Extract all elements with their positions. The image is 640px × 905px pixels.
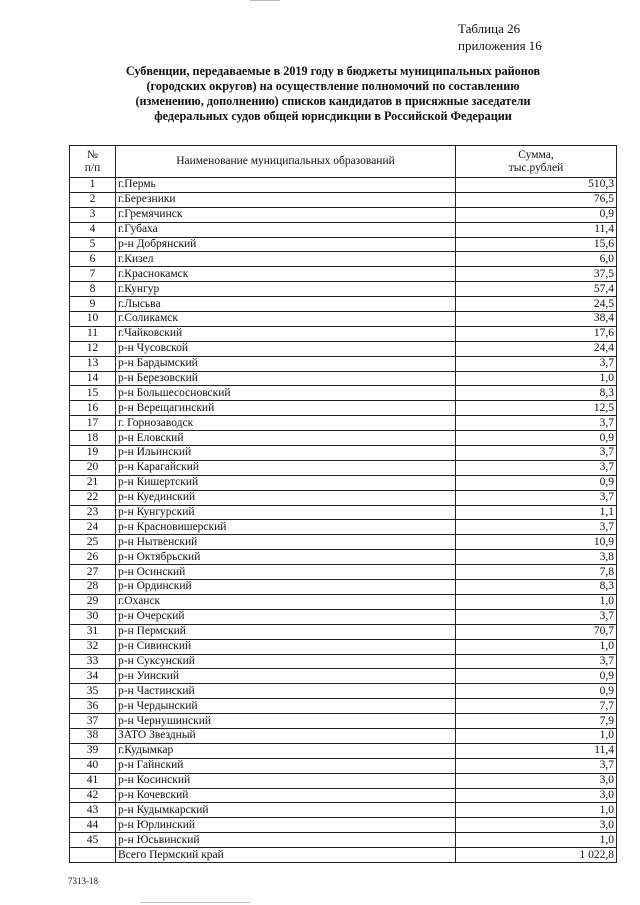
row-sum: 17,6 [456,326,617,341]
row-sum: 3,7 [456,460,617,475]
table-row [70,550,617,565]
row-sum: 0,9 [456,669,617,684]
row-number: 8 [70,282,116,297]
row-municipality-name: р-н Октябрьский [116,550,456,565]
row-municipality-name: р-н Ординский [116,580,456,595]
row-number: 3 [70,207,116,222]
row-sum: 7,7 [456,699,617,714]
row-sum: 11,4 [456,743,617,758]
subsidies-table [69,145,617,863]
row-municipality-name: р-н Гайнский [116,758,456,773]
row-number: 12 [70,341,116,356]
row-sum: 1,0 [456,371,617,386]
table-row [70,714,617,729]
row-number: 33 [70,654,116,669]
row-municipality-name: р-н Березовский [116,371,456,386]
row-sum: 37,5 [456,267,617,282]
row-number: 43 [70,803,116,818]
row-number: 11 [70,326,116,341]
row-municipality-name: р-н Юсьвинский [116,833,456,848]
row-municipality-name: р-н Кочевский [116,788,456,803]
table-row [70,624,617,639]
row-municipality-name: г. Горнозаводск [116,416,456,431]
table-row [70,654,617,669]
row-sum: 3,7 [456,758,617,773]
row-number: 6 [70,252,116,267]
row-number: 39 [70,743,116,758]
row-sum: 12,5 [456,401,617,416]
row-municipality-name: г.Лысьва [116,297,456,312]
row-municipality-name: р-н Ильинский [116,446,456,461]
row-number: 13 [70,356,116,371]
row-sum: 38,4 [456,312,617,327]
row-municipality-name: р-н Куединский [116,490,456,505]
row-number: 18 [70,431,116,446]
column-header-sum [456,146,617,178]
row-number: 17 [70,416,116,431]
table-row [70,818,617,833]
row-municipality-name: р-н Кунгурский [116,505,456,520]
total-row [70,848,617,863]
row-municipality-name: р-н Чердынский [116,699,456,714]
row-number: 15 [70,386,116,401]
row-number: 21 [70,475,116,490]
row-sum: 11,4 [456,222,617,237]
row-municipality-name: р-н Красновишерский [116,520,456,535]
row-sum: 3,7 [456,609,617,624]
row-number: 16 [70,401,116,416]
column-header-sum-line1: Сумма, [518,148,554,161]
row-sum: 3,7 [456,356,617,371]
table-row [70,535,617,550]
row-sum: 57,4 [456,282,617,297]
scan-top-edge [250,0,280,1]
row-municipality-name: г.Березники [116,192,456,207]
row-municipality-name: р-н Еловский [116,431,456,446]
row-sum: 10,9 [456,535,617,550]
total-sum: 1 022,8 [456,848,617,863]
total-label: Всего Пермский край [116,848,456,863]
row-municipality-name: г.Оханск [116,594,456,609]
row-sum: 15,6 [456,237,617,252]
row-municipality-name: р-н Добрянский [116,237,456,252]
row-municipality-name: р-н Пермский [116,624,456,639]
table-row [70,460,617,475]
table-row [70,565,617,580]
row-municipality-name: г.Губаха [116,222,456,237]
table-row [70,669,617,684]
table-row [70,282,617,297]
row-sum: 7,9 [456,714,617,729]
row-sum: 3,0 [456,773,617,788]
row-number: 38 [70,728,116,743]
row-sum: 6,0 [456,252,617,267]
row-number: 5 [70,237,116,252]
row-municipality-name: р-н Чернушинский [116,714,456,729]
title-line: (городских округов) на осуществление полномочий по составлению [146,79,520,93]
row-sum: 76,5 [456,192,617,207]
table-header-row [70,146,617,178]
row-number: 35 [70,684,116,699]
row-number: 14 [70,371,116,386]
row-number: 19 [70,446,116,461]
row-sum: 0,9 [456,684,617,699]
table-row [70,684,617,699]
table-row [70,803,617,818]
row-sum: 510,3 [456,178,617,193]
row-municipality-name: р-н Суксунский [116,654,456,669]
table-row [70,401,617,416]
row-number: 42 [70,788,116,803]
table-row [70,207,617,222]
table-row [70,490,617,505]
row-sum: 1,0 [456,728,617,743]
row-sum: 1,0 [456,833,617,848]
row-municipality-name: р-н Сивинский [116,639,456,654]
table-row [70,699,617,714]
table-row [70,267,617,282]
table-row [70,416,617,431]
row-number: 40 [70,758,116,773]
column-header-number [70,146,116,178]
column-header-number-line2: п/п [84,161,101,174]
row-municipality-name: г.Краснокамск [116,267,456,282]
row-number: 24 [70,520,116,535]
table-row [70,728,617,743]
table-row [70,833,617,848]
row-sum: 0,9 [456,431,617,446]
table-row [70,371,617,386]
row-number: 29 [70,594,116,609]
title-line: федеральных судов общей юрисдикции в Российской Федерации [154,109,512,123]
row-number: 44 [70,818,116,833]
row-municipality-name: г.Кудымкар [116,743,456,758]
row-municipality-name: р-н Карагайский [116,460,456,475]
column-header-number-line1: № [87,148,98,161]
table-row [70,237,617,252]
row-municipality-name: р-н Кудымкарский [116,803,456,818]
row-sum: 3,0 [456,788,617,803]
row-number: 45 [70,833,116,848]
row-number: 37 [70,714,116,729]
row-number: 10 [70,312,116,327]
table-row [70,341,617,356]
row-municipality-name: р-н Бардымский [116,356,456,371]
row-municipality-name: р-н Частинский [116,684,456,699]
row-number: 9 [70,297,116,312]
row-municipality-name: г.Чайковский [116,326,456,341]
row-sum: 3,0 [456,818,617,833]
row-number: 28 [70,580,116,595]
total-number-cell [70,848,116,863]
row-number: 31 [70,624,116,639]
column-header-name: Наименование муниципальных образований [116,146,456,178]
row-sum: 3,7 [456,490,617,505]
row-number: 30 [70,609,116,624]
row-number: 26 [70,550,116,565]
row-sum: 3,7 [456,416,617,431]
row-sum: 8,3 [456,386,617,401]
document-code: 7313-18 [68,876,98,886]
table-row [70,312,617,327]
document-title [118,64,548,124]
table-row [70,446,617,461]
row-number: 25 [70,535,116,550]
table-row [70,505,617,520]
row-sum: 8,3 [456,580,617,595]
row-sum: 1,1 [456,505,617,520]
row-sum: 1,0 [456,803,617,818]
table-row [70,594,617,609]
table-row [70,192,617,207]
row-municipality-name: р-н Очерский [116,609,456,624]
row-sum: 3,7 [456,520,617,535]
row-sum: 0,9 [456,207,617,222]
table-row [70,297,617,312]
row-number: 36 [70,699,116,714]
scan-bottom-edge [140,902,250,903]
row-sum: 70,7 [456,624,617,639]
row-municipality-name: р-н Юрлинский [116,818,456,833]
row-municipality-name: р-н Косинский [116,773,456,788]
row-municipality-name: р-н Большесосновский [116,386,456,401]
table-row [70,609,617,624]
row-municipality-name: г.Пермь [116,178,456,193]
row-number: 32 [70,639,116,654]
table-row [70,475,617,490]
table-row [70,758,617,773]
row-sum: 0,9 [456,475,617,490]
table-row [70,520,617,535]
table-row [70,222,617,237]
row-number: 1 [70,178,116,193]
row-municipality-name: г.Кизел [116,252,456,267]
row-municipality-name: ЗАТО Звездный [116,728,456,743]
row-municipality-name: г.Соликамск [116,312,456,327]
row-sum: 3,7 [456,654,617,669]
row-sum: 3,7 [456,446,617,461]
table-row [70,386,617,401]
row-number: 4 [70,222,116,237]
row-number: 23 [70,505,116,520]
table-row [70,743,617,758]
table-row [70,773,617,788]
row-sum: 3,8 [456,550,617,565]
table-body [70,178,617,848]
row-sum: 1,0 [456,594,617,609]
table-row [70,356,617,371]
row-municipality-name: р-н Верещагинский [116,401,456,416]
row-sum: 24,5 [456,297,617,312]
row-number: 2 [70,192,116,207]
row-sum: 24,4 [456,341,617,356]
row-number: 34 [70,669,116,684]
column-header-sum-line2: тыс.рублей [508,161,564,174]
row-sum: 7,8 [456,565,617,580]
row-number: 20 [70,460,116,475]
table-row [70,252,617,267]
appendix-number: приложения 16 [458,38,542,53]
row-number: 27 [70,565,116,580]
title-line: Субвенции, передаваемые в 2019 году в бюджеты муниципальных районов [125,64,541,78]
table-row [70,788,617,803]
page-header [458,20,542,54]
row-municipality-name: р-н Нытвенский [116,535,456,550]
row-number: 41 [70,773,116,788]
row-number: 7 [70,267,116,282]
table-row [70,639,617,654]
row-number: 22 [70,490,116,505]
table-row [70,326,617,341]
title-line: (изменению, дополнению) списков кандидатов в присяжные заседатели [135,94,531,108]
row-municipality-name: р-н Уинский [116,669,456,684]
row-municipality-name: р-н Чусовской [116,341,456,356]
table-row [70,178,617,193]
table-number: Таблица 26 [458,21,521,36]
row-municipality-name: р-н Осинский [116,565,456,580]
row-municipality-name: г.Кунгур [116,282,456,297]
table-row [70,580,617,595]
row-municipality-name: р-н Кишертский [116,475,456,490]
row-municipality-name: г.Гремячинск [116,207,456,222]
row-sum: 1,0 [456,639,617,654]
table-row [70,431,617,446]
